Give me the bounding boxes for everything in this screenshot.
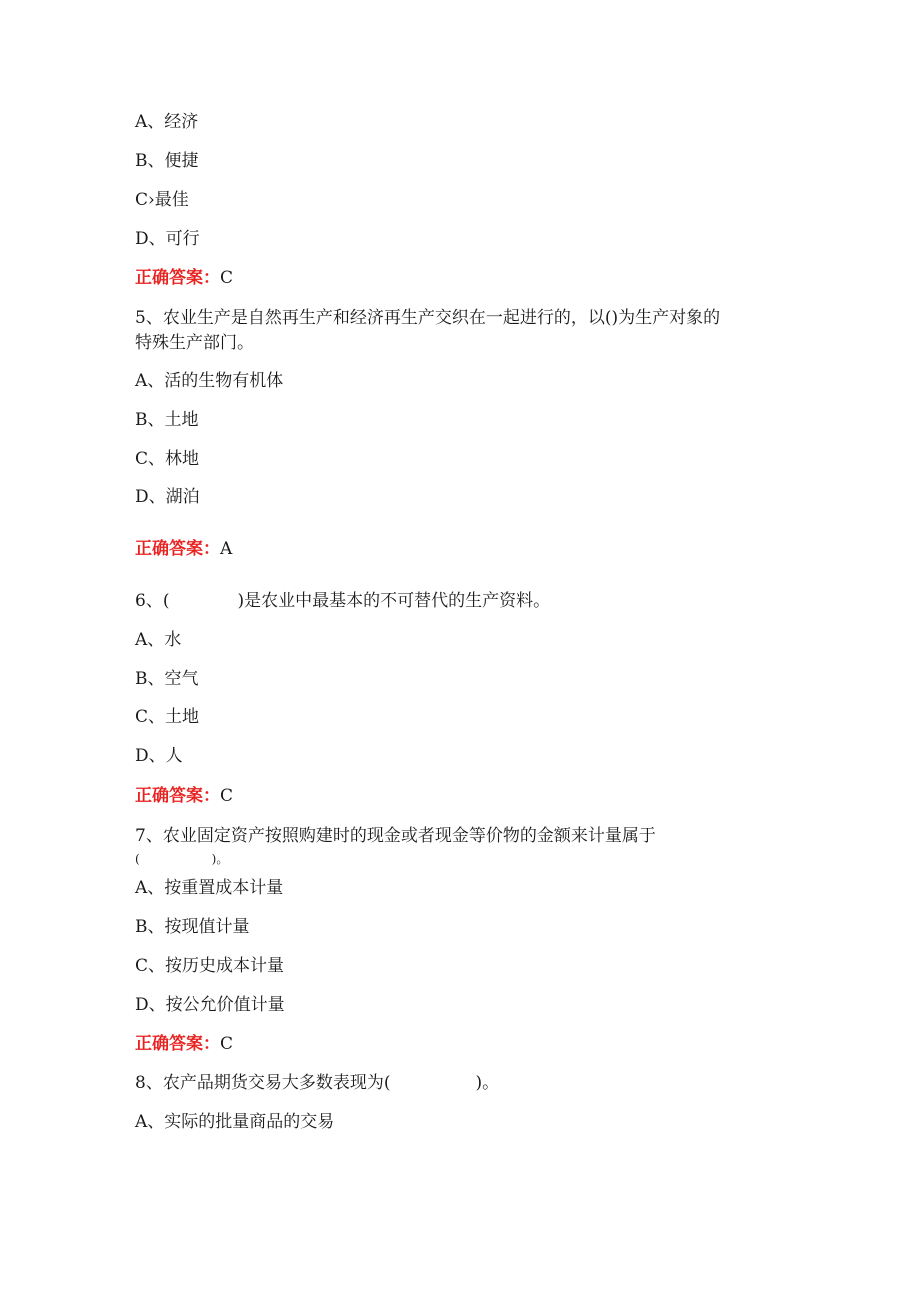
q5-option-b: B、土地: [135, 410, 199, 430]
q7-question-line2: ( )。: [135, 852, 229, 866]
q5-question-line1: 5、农业生产是自然再生产和经济再生产交织在一起进行的，以()为生产对象的: [135, 308, 721, 328]
q5-option-d: D、湖泊: [135, 487, 200, 507]
answer-value: C: [220, 786, 234, 806]
q7-question-line1: 7、农业固定资产按照购建时的现金或者现金等价物的金额来计量属于: [135, 826, 656, 846]
answer-label: 正确答案：: [135, 1034, 220, 1054]
q8-option-a: A、实际的批量商品的交易: [135, 1112, 335, 1132]
q5-option-a: A、活的生物有机体: [135, 371, 284, 391]
q5-option-c: C、林地: [135, 449, 200, 469]
q5-answer: [135, 538, 232, 560]
q6-option-c: C、土地: [135, 707, 200, 727]
q4-option-b: B、便捷: [135, 151, 199, 171]
q7-option-b: B、按现值计量: [135, 917, 250, 937]
q4-option-a: A、经济: [135, 112, 199, 132]
q6-option-b: B、空气: [135, 669, 199, 689]
q6-option-a: A、水: [135, 630, 182, 650]
q8-question: 8、农产品期货交易大多数表现为( )。: [135, 1073, 500, 1093]
answer-label: 正确答案：: [135, 786, 220, 806]
answer-label: 正确答案：: [135, 539, 220, 559]
answer-label: 正确答案：: [135, 268, 220, 288]
q7-option-d: D、按公允价值计量: [135, 995, 285, 1015]
q5-question-line2: 特殊生产部门。: [135, 333, 254, 353]
q7-option-c: C、按历史成本计量: [135, 956, 285, 976]
q4-answer: [135, 267, 233, 289]
q4-option-c: C›最佳: [135, 190, 189, 210]
q6-answer: [135, 785, 233, 807]
answer-value: C: [220, 1034, 234, 1054]
q7-option-a: A、按重置成本计量: [135, 878, 284, 898]
q6-question: 6、( )是农业中最基本的不可替代的生产资料。: [135, 591, 551, 611]
answer-value: C: [220, 268, 234, 288]
q4-option-d: D、可行: [135, 229, 200, 249]
q6-option-d: D、人: [135, 746, 183, 766]
answer-value: A: [220, 539, 233, 559]
q7-answer: [135, 1033, 233, 1055]
